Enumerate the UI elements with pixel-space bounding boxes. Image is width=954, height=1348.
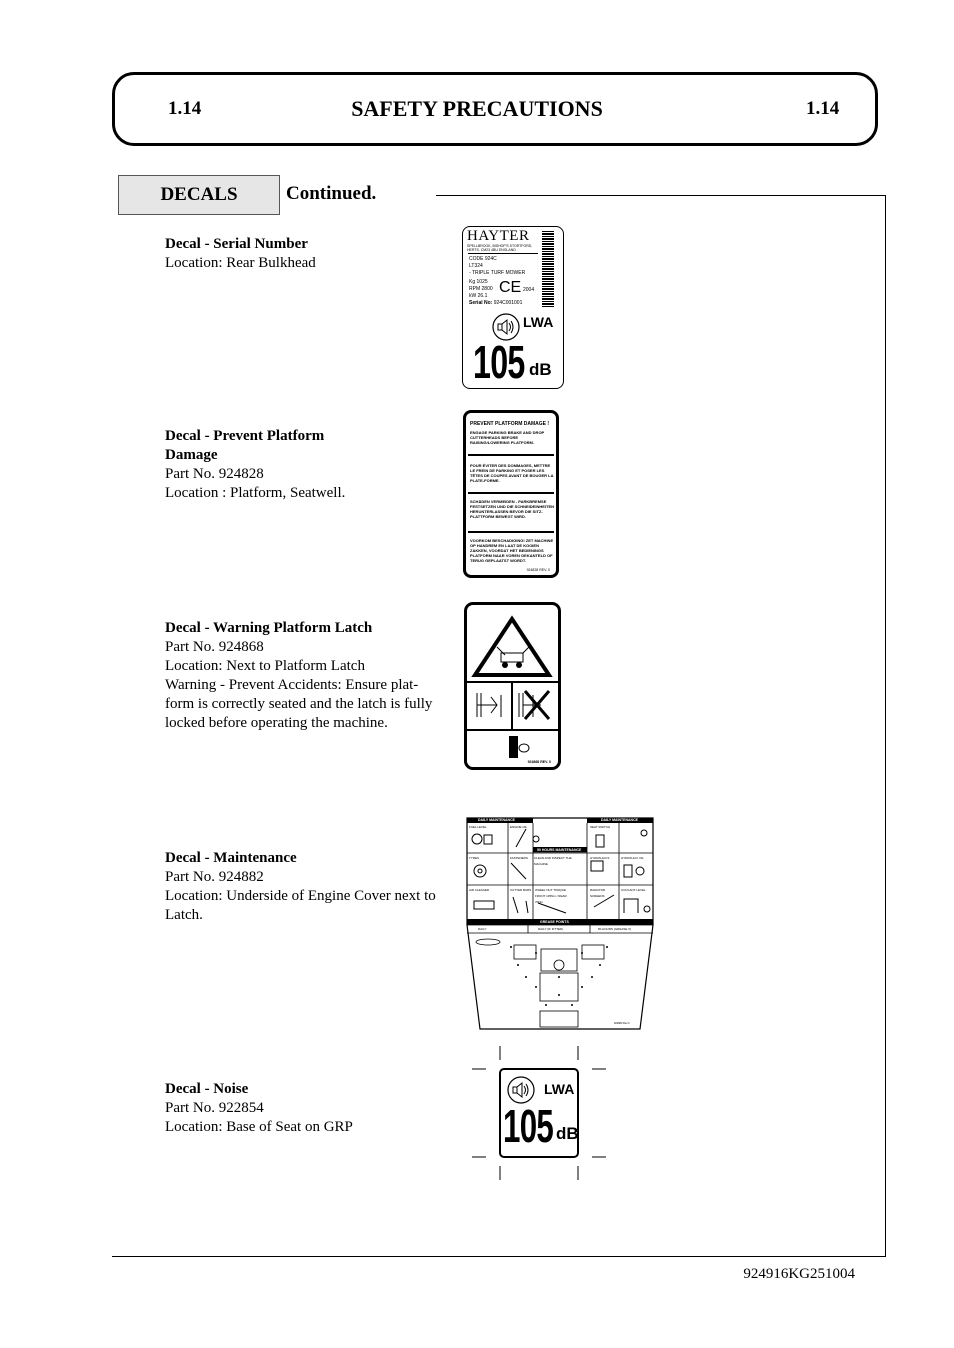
label-fuel: FUEL LEVEL xyxy=(469,825,487,829)
label-hydraulics: HYDRAULICS xyxy=(590,856,610,860)
decal-code: 924868 REV. 0 xyxy=(527,760,551,764)
divider xyxy=(468,253,538,254)
decal-line: Location: Base of Seat on GRP xyxy=(165,1119,353,1135)
dutch-text: VOORKOM BESCHADIGING! ZET MACHINE OP HANDREM EN LAAT DE KOOIEN ZAKKEN, VOORDAT HET BEDIENINGS PLATFORM NAAR VOREN GEKANTELD OF TERUG GEPLAATST WORDT. xyxy=(470,538,554,563)
label-clean: CLEAN AND INSPECT THE MACHINE xyxy=(534,856,572,866)
decal-line: Part No. 924868 xyxy=(165,639,264,655)
serial-value: 924C001001 xyxy=(493,300,523,306)
label-hydraulic-oil: HYDRAULIC OIL xyxy=(621,856,645,860)
grease-50-hours: 50 HOURS (GREASE X) xyxy=(598,927,632,931)
label-coolant: COOLANT LEVEL xyxy=(621,888,646,892)
label-tyres: TYRES xyxy=(469,856,480,860)
barcode xyxy=(542,231,554,307)
rpm-value: 2800 xyxy=(481,286,493,292)
serial-number-decal xyxy=(462,226,564,389)
label-wheel-nut: WHEEL NUT TORQUE xyxy=(535,888,567,892)
frame-right-rule xyxy=(885,195,886,1257)
decal-line: Part No. 924882 xyxy=(165,869,264,885)
serial-label: Serial No: xyxy=(469,300,493,306)
model: LT324 xyxy=(469,263,483,269)
decal-title: Decal - Prevent Platform Damage xyxy=(165,428,325,463)
decal-title: Decal - Maintenance xyxy=(165,850,297,866)
continued-label: Continued. xyxy=(286,183,377,204)
decal-description xyxy=(165,235,445,273)
rpm-label: RPM xyxy=(469,286,481,292)
model-description: - TRIPLE TURF MOWER xyxy=(469,270,526,276)
label-cutter-bars: CUTTER BARS xyxy=(510,888,532,892)
decal-heading: PREVENT PLATFORM DAMAGE ! xyxy=(470,421,550,427)
decal-description xyxy=(165,1080,445,1137)
section-number-left: 1.14 xyxy=(168,98,202,119)
decals-tab: DECALS xyxy=(118,175,280,215)
decal-description xyxy=(165,427,365,503)
english-text: ENGAGE PARKING BRAKE AND DROP CUTTERHEADS BEFORE RAISING/LOWERING PLATFORM. xyxy=(470,430,545,445)
decal-title: Decal - Noise xyxy=(165,1081,249,1097)
lwa-label: LWA xyxy=(523,314,554,330)
maintenance-decal xyxy=(466,817,654,1031)
decal-description xyxy=(165,849,447,925)
kg-value: 1025 xyxy=(476,279,488,285)
label-seat-switch: SEAT SWITCH xyxy=(590,825,611,829)
manufacturer-address: SPELLBROOK, BISHOP'S STORTFORD, HERTS. CM23 4BU ENGLAND xyxy=(467,244,533,252)
mower-icon xyxy=(497,647,529,668)
noise-unit: dB xyxy=(556,1124,579,1143)
grease-points: GREASE POINTS xyxy=(540,920,569,924)
hours-maintenance: 50 HOURS MAINTENANCE xyxy=(537,848,582,852)
operator-book-icon xyxy=(509,736,529,758)
daily-maintenance-right: DAILY MAINTENANCE xyxy=(601,818,638,822)
divider xyxy=(468,454,554,456)
divider xyxy=(468,531,554,533)
year: 2004 xyxy=(523,287,535,293)
kg-label: Kg xyxy=(469,279,476,285)
kw-value: 26.1 xyxy=(477,293,488,299)
noise-decal xyxy=(472,1046,606,1180)
decal-line: Warning - Prevent Accidents: Ensure plat-form is correctly seated and the latch is fully locked before operating the machine. xyxy=(165,677,433,731)
prevent-platform-damage-decal xyxy=(463,410,559,578)
french-text: POUR ÉVITER DES DOMMAGES, METTRE LE FREIN DE PARKING ET POSER LES TÊTES DE COUPES AVANT DE BOUGER LA PLATE-FORME. xyxy=(470,463,554,483)
divider xyxy=(468,492,554,494)
warning-platform-latch-decal xyxy=(464,602,561,770)
decal-line: Location: Next to Platform Latch xyxy=(165,658,365,674)
decal-title: Decal - Serial Number xyxy=(165,236,308,252)
label-engine-oil: ENGINE OIL xyxy=(510,825,528,829)
label-air-cleaner: AIR CLEANER xyxy=(469,888,490,892)
ce-mark: CE xyxy=(499,279,522,296)
product-code: CODE 924C xyxy=(469,256,497,262)
decal-code: 924828 REV. 0 xyxy=(526,568,550,572)
decal-line: Part No. 922854 xyxy=(165,1100,264,1116)
brand-logo: HAYTER xyxy=(467,228,530,244)
page-title: SAFETY PRECAUTIONS xyxy=(351,96,603,121)
latch-pictograms xyxy=(467,605,558,767)
grease-daily: DAILY xyxy=(478,927,487,931)
decal-line: Location : Platform, Seatwell. xyxy=(165,485,346,501)
latch-closed-icon xyxy=(477,693,501,717)
german-text: SCHÄDEN VERMEIDEN - PARKBREMSE FESTSETZEN UND DIE SCHNEIDEINHEITEN HERUNTERLASSEN BEVOR DIE SITZ-PLATTFORM BEWEGT WIRD. xyxy=(470,499,555,519)
noise-unit: dB xyxy=(529,360,552,379)
warning-triangle-icon xyxy=(475,619,549,675)
decal-line: Location: Underside of Engine Cover next to Latch. xyxy=(165,888,436,923)
decal-code: 924882 Rev 0 xyxy=(614,1022,630,1025)
section-number-right: 1.14 xyxy=(806,98,840,119)
daily-maintenance-left: DAILY MAINTENANCE xyxy=(478,818,515,822)
latch-open-crossed-icon xyxy=(519,691,549,719)
label-fasteners: FASTENERS xyxy=(510,856,528,860)
frame-top-rule xyxy=(436,195,886,196)
torque-values: FRONT 135Nm / REAR 70Nm xyxy=(535,894,567,904)
kw-label: kW xyxy=(469,293,477,299)
decal-title: Decal - Warning Platform Latch xyxy=(165,620,373,636)
lwa-label: LWA xyxy=(544,1081,575,1097)
decal-description xyxy=(165,619,443,733)
document-code: 924916KG251004 xyxy=(743,1266,855,1282)
grease-daily-if-fitted: DAILY (IF FITTED) xyxy=(538,927,564,931)
noise-value: 105 xyxy=(503,1100,554,1152)
footer-rule xyxy=(112,1256,886,1257)
decal-line: Location: Rear Bulkhead xyxy=(165,255,316,271)
noise-value: 105 xyxy=(473,336,525,388)
label-radiator: RADIATOR SCREENS xyxy=(590,888,606,898)
decal-line: Part No. 924828 xyxy=(165,466,264,482)
